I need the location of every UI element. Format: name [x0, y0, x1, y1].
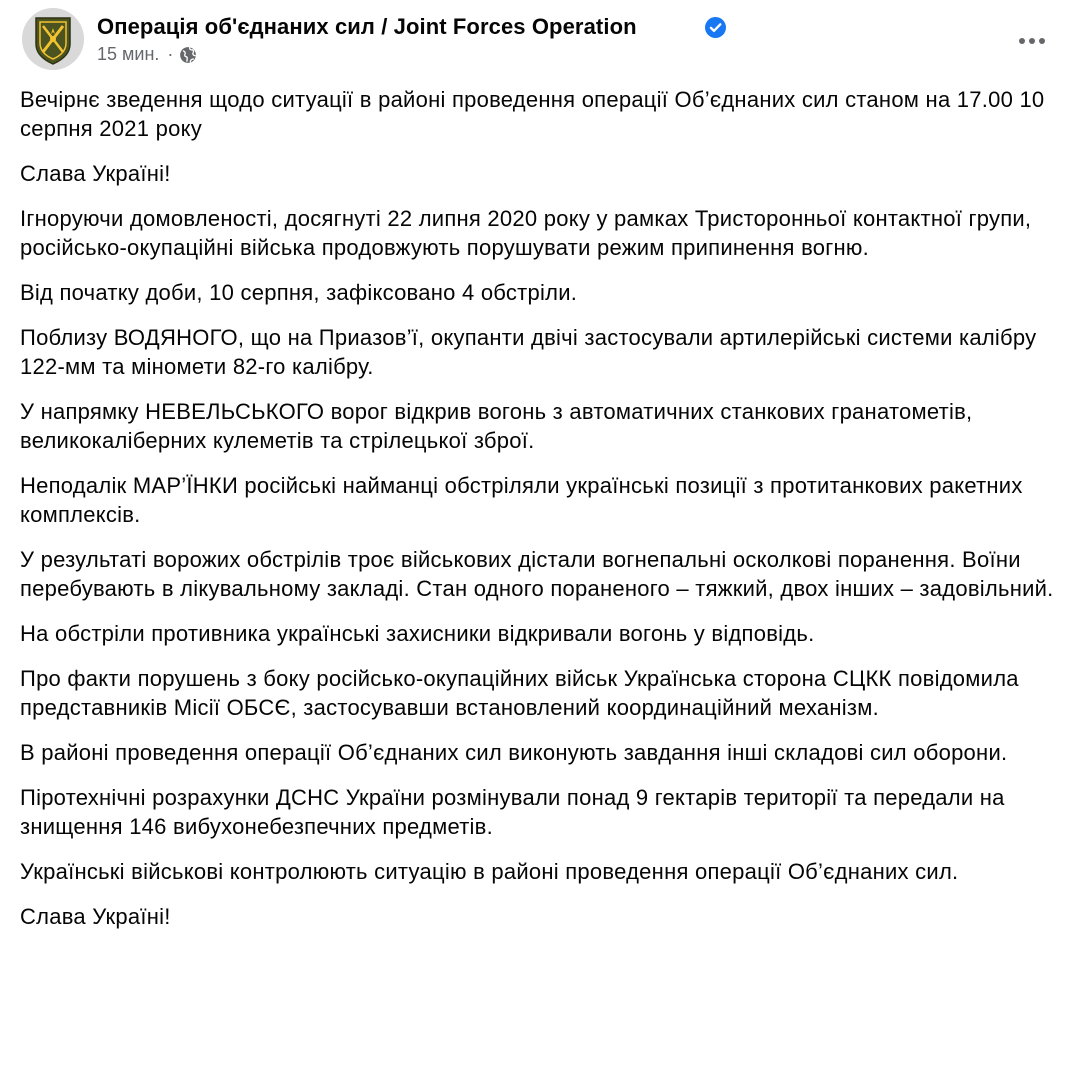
- post-paragraph: Піротехнічні розрахунки ДСНС України розмінували понад 9 гектарів території та передали на знищення 146 вибухонебезпечних предметів.: [20, 785, 1005, 839]
- meta-separator: ·: [167, 44, 174, 64]
- post-paragraph: У напрямку НЕВЕЛЬСЬКОГО ворог відкрив вогонь з автоматичних станкових гранатометів, великокаліберних кулеметів та стрілецької зброї.: [20, 399, 973, 453]
- post-paragraph: Слава Україні!: [20, 904, 171, 929]
- post-paragraph: Поблизу ВОДЯНОГО, що на Приазов’ї, окупанти двічі застосували артилерійські системи калібру 122-мм та міномети 82-го калібру.: [20, 325, 1037, 379]
- more-dot: [1029, 38, 1035, 44]
- page-name-link[interactable]: Операція об'єднаних сил / Joint Forces Operation: [97, 14, 637, 39]
- globe-icon[interactable]: [179, 46, 197, 64]
- verified-badge-icon: [705, 17, 726, 38]
- post-paragraph: В районі проведення операції Об’єднаних сил виконують завдання інші складові сил оборони.: [20, 740, 1008, 765]
- more-dot: [1019, 38, 1025, 44]
- page-avatar[interactable]: [22, 8, 84, 70]
- more-options-button[interactable]: [1012, 26, 1052, 56]
- post-paragraph: Українські військові контролюють ситуацію в районі проведення операції Об’єднаних сил.: [20, 859, 959, 884]
- post-paragraph: На обстріли противника українські захисники відкривали вогонь у відповідь.: [20, 621, 815, 646]
- jfo-emblem-icon: [22, 8, 84, 70]
- post-paragraph: Від початку доби, 10 серпня, зафіксовано 4 обстріли.: [20, 280, 578, 305]
- post-paragraph: Про факти порушень з боку російсько-окупаційних військ Українська сторона СЦКК повідомила представників Місії ОБСЄ, застосувавши встановлений координаційний механізм.: [20, 666, 1019, 720]
- post-paragraph-title: Вечірнє зведення щодо ситуації в районі проведення операції Об’єднаних сил станом на 17.00 10 серпня 2021 року: [20, 87, 1045, 141]
- more-dot: [1039, 38, 1045, 44]
- post-header: [22, 8, 1062, 74]
- post-paragraph: Неподалік МАР’ЇНКИ російські найманці обстріляли українські позиції з протитанкових ракетних комплексів.: [20, 473, 1023, 527]
- post-paragraph: У результаті ворожих обстрілів троє військових дістали вогнепальні осколкові поранення. Воїни перебувають в лікувальному закладі. Стан одного пораненого – тяжкий, двох інших – задовільний.: [20, 547, 1054, 601]
- post-paragraph: Слава Україні!: [20, 161, 171, 186]
- post-timestamp-link[interactable]: 15 мин.: [97, 44, 160, 64]
- post-meta: [97, 44, 197, 65]
- post-message: [20, 85, 1060, 947]
- post-paragraph: Ігноруючи домовленості, досягнуті 22 липня 2020 року у рамках Тристоронньої контактної групи, російсько-окупаційні війська продовжують порушувати режим припинення вогню.: [20, 206, 1032, 260]
